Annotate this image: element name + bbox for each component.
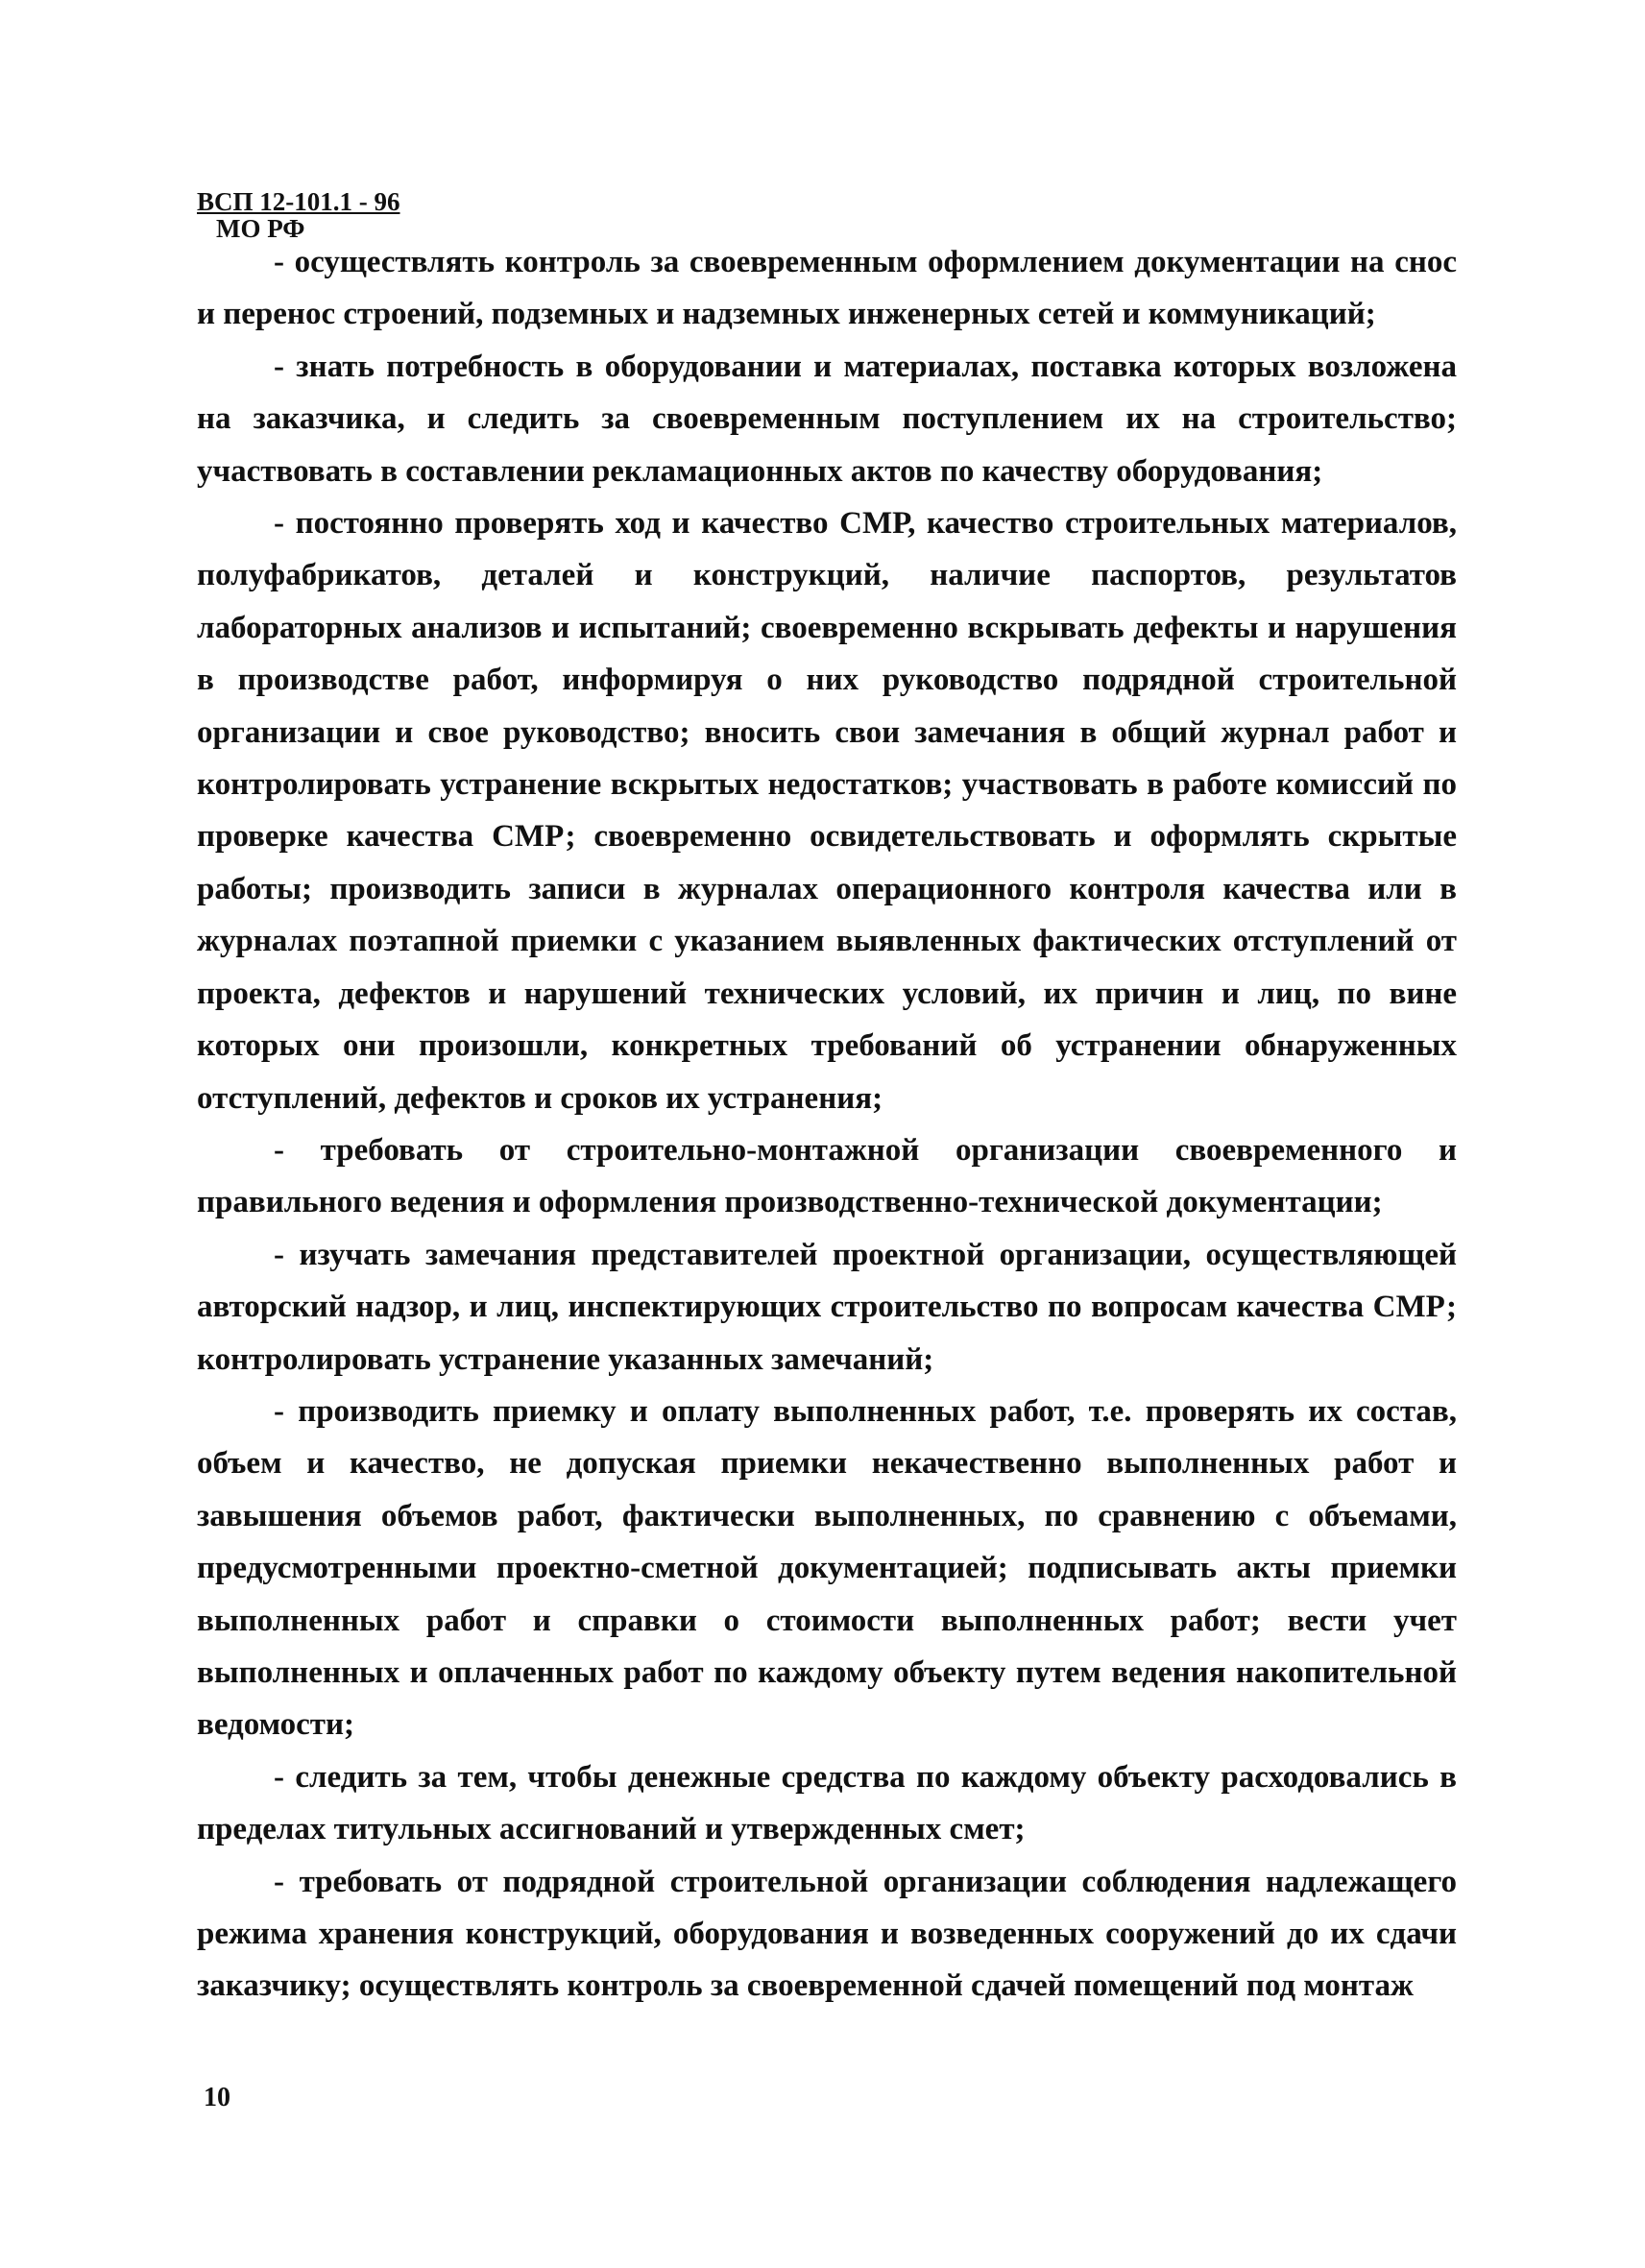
paragraph: - производить приемку и оплату выполненных работ, т.е. проверять их состав, объем и качество, не допуская приемки некачественно выполненных работ и завышения объемов работ, фактически выполненных, по сравнению с объемами, предусмотренными проектно-сметной документацией; подписывать акты приемки выполненных работ и справки о стоимости выполненных работ; вести учет выполненных и оплаченных работ по каждому объекту путем ведения накопительной ведомости; <box>197 1393 1457 1743</box>
paragraph: - постоянно проверять ход и качество СМР, качество строительных материалов, полуфабрикатов, деталей и конструкций, наличие паспортов, результатов лабораторных анализов и испытаний; своевременно вскрывать дефекты и нарушения в производстве работ, информируя о них руководство подрядной строительной организации и свое руководство; вносить свои замечания в общий журнал работ и контролировать устранение вскрытых недостатков; участвовать в работе комиссий по проверке качества СМР; своевременно освидетельствовать и оформлять скрытые работы; производить записи в журналах операционного контроля качества или в журналах поэтапной приемки с указанием выявленных фактических отступлений от проекта, дефектов и нарушений технических условий, их причин и лиц, по вине которых они произошли, конкретных требований об устранении обнаруженных отступлений, дефектов и сроков их устранения; <box>197 506 1457 1116</box>
organization-label: МО РФ <box>216 214 305 243</box>
page-number: 10 <box>204 2083 230 2112</box>
paragraph: - изучать замечания представителей проектной организации, осуществляющей авторский надзор, и лиц, инспектирующих строительство по вопросам качества СМР; контролировать устранение указанных замечаний; <box>197 1237 1457 1377</box>
paragraph: - требовать от строительно-монтажной организации своевременного и правильного ведения и оформления производственно-технической документации; <box>197 1132 1457 1220</box>
paragraph: - требовать от подрядной строительной организации соблюдения надлежащего режима хранения конструкций, оборудования и возведенных сооружений до их сдачи заказчику; осуществлять контроль за своевременной сдачей помещений под монтаж <box>197 1864 1457 2004</box>
paragraph: - осуществлять контроль за своевременным оформлением документации на снос и перенос строений, подземных и надземных инженерных сетей и коммуникаций; <box>197 245 1457 332</box>
document-code: ВСП 12-101.1 - 96 <box>197 187 400 216</box>
paragraph: - знать потребность в оборудовании и материалах, поставка которых возложена на заказчика, и следить за своевременным поступлением их на строительство; участвовать в составлении рекламационных актов по качеству оборудования; <box>197 349 1457 489</box>
document-header <box>197 188 400 242</box>
paragraph: - следить за тем, чтобы денежные средства по каждому объекту расходовались в пределах титульных ассигнований и утвержденных смет; <box>197 1759 1457 1847</box>
body-text <box>197 236 1457 2013</box>
